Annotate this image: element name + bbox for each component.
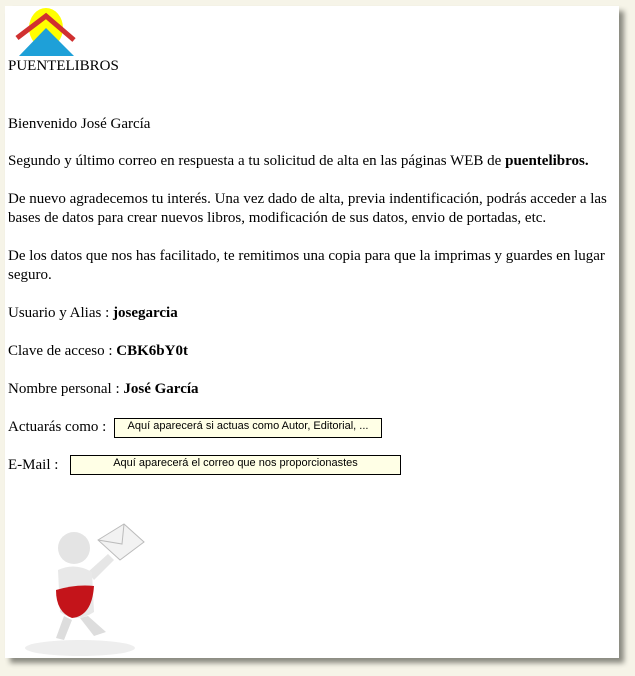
email-field: Aquí aparecerá el correo que nos proporcionastes	[70, 455, 401, 475]
password-row: Clave de acceso : CBK6bY0t	[8, 343, 188, 359]
thanks-text: De nuevo agradecemos tu interés. Una vez dado de alta, previa indentificación, podrás acceder a las bases de datos para crear nuevos libros, modificación de sus datos, envio de portadas, etc.	[8, 191, 607, 226]
site-name: puentelibros.	[505, 153, 589, 169]
brand-name: PUENTELIBROS	[8, 58, 119, 74]
name-row: Nombre personal : José García	[8, 381, 199, 397]
user-value: josegarcia	[113, 305, 178, 321]
role-field: Aquí aparecerá si actuas como Autor, Editorial, ...	[114, 418, 382, 438]
greeting: Bienvenido José García	[8, 116, 151, 132]
password-value: CBK6bY0t	[116, 343, 188, 359]
copy-note: De los datos que nos has facilitado, te remitimos una copia para que la imprimas y guardes en lugar seguro.	[8, 248, 605, 283]
name-value: José García	[123, 381, 199, 397]
intro-text: Segundo y último correo en respuesta a tu solicitud de alta en las páginas WEB de puentelibros.	[8, 153, 589, 169]
mail-carrier-illustration	[20, 520, 160, 660]
email-label: E-Mail :	[8, 457, 59, 473]
puentelibros-logo	[14, 6, 78, 56]
role-label: Actuarás como :	[8, 419, 107, 435]
user-row: Usuario y Alias : josegarcia	[8, 305, 178, 321]
